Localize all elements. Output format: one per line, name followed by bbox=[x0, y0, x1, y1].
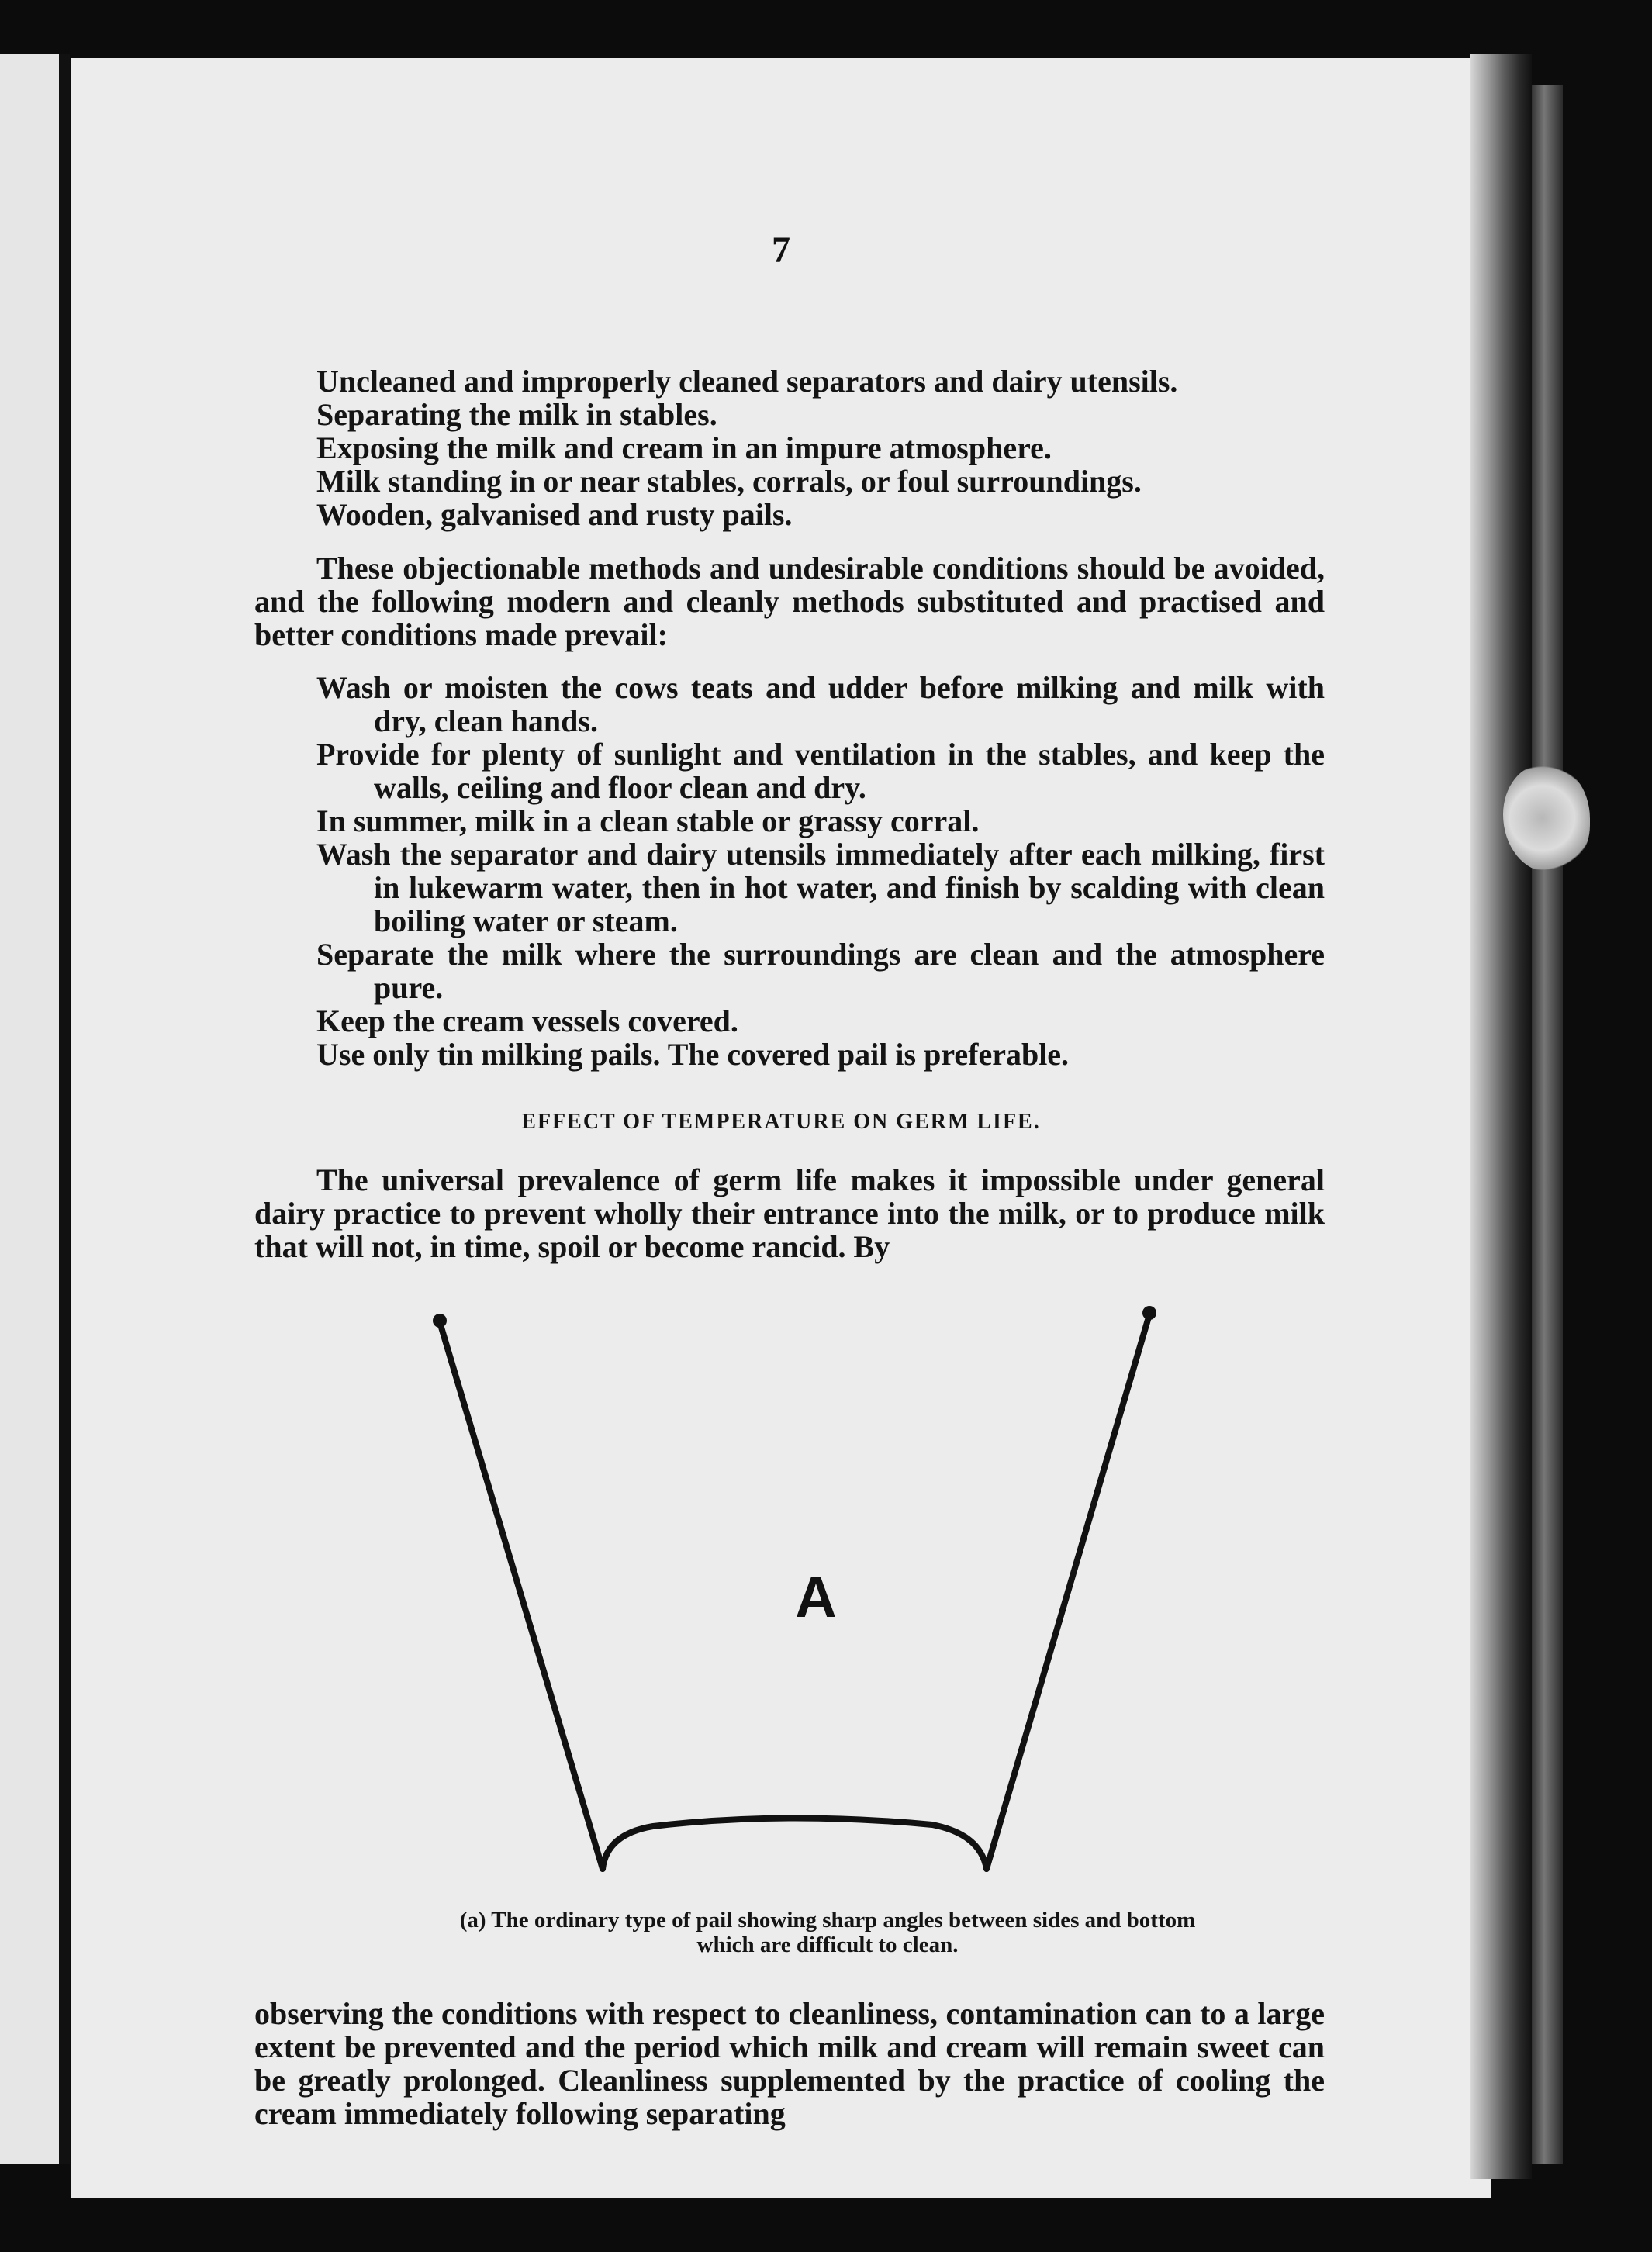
list-line: Wooden, galvanised and rusty pails. bbox=[316, 497, 793, 532]
paragraph-objectionable-methods bbox=[254, 551, 1325, 651]
practice-item: Wash or moisten the cows teats and udder before milking and milk with dry, clean hands. bbox=[316, 670, 1325, 738]
facing-page-edge bbox=[0, 54, 70, 2164]
practice-item: Separate the milk where the surroundings are clean and the atmosphere pure. bbox=[316, 937, 1325, 1005]
bad-conditions-list bbox=[316, 364, 1325, 531]
practice-item: Use only tin milking pails. The covered pail is preferable. bbox=[316, 1037, 1070, 1072]
list-line: Milk standing in or near stables, corrals, or foul surroundings. bbox=[316, 464, 1142, 499]
paragraph-text: The universal prevalence of germ life makes it impossible under general dairy practice to prevent wholly their entrance into the milk, or to produce milk that will not, in time, spoil or become rancid. By bbox=[254, 1162, 1325, 1264]
recommended-practices-list bbox=[316, 671, 1325, 1071]
book-binding-shadow bbox=[1470, 54, 1532, 2179]
paragraph-cleanliness bbox=[254, 1997, 1325, 2130]
list-line: Uncleaned and improperly cleaned separators and dairy utensils. bbox=[316, 364, 1178, 399]
paragraph-text: These objectionable methods and undesirable conditions should be avoided, and the following modern and cleanly methods substituted and practised and better conditions made prevail: bbox=[254, 551, 1325, 652]
pail-right-side bbox=[987, 1314, 1149, 1869]
pail-left-side bbox=[440, 1322, 603, 1869]
pail-diagram bbox=[397, 1299, 1204, 1896]
practice-item: Provide for plenty of sunlight and ventilation in the stables, and keep the walls, ceiling and floor clean and dry. bbox=[316, 737, 1325, 805]
pail-bottom bbox=[603, 1818, 987, 1869]
practice-item: Keep the cream vessels covered. bbox=[316, 1003, 738, 1038]
pail-left-rivet bbox=[433, 1314, 447, 1328]
page-gutter-rule bbox=[59, 54, 70, 2164]
practice-item: Wash the separator and dairy utensils immediately after each milking, first in lukewarm water, then in hot water, and finish by scalding with clean boiling water or steam. bbox=[316, 837, 1325, 938]
book-page bbox=[71, 58, 1491, 2198]
page-number: 7 bbox=[772, 230, 790, 271]
pail-right-rivet bbox=[1142, 1306, 1156, 1320]
paragraph-text: observing the conditions with respect to cleanliness, contamination can to a large extent be prevented and the period which milk and cream will remain sweet can be greatly prolonged. Cleanliness supplemented by the practice of cooling the cream immediately following separating bbox=[254, 1996, 1325, 2131]
list-line: Exposing the milk and cream in an impure atmosphere. bbox=[316, 430, 1052, 465]
caption-line: (a) The ordinary type of pail showing sharp angles between sides and bottom bbox=[459, 1908, 1196, 1933]
paragraph-germ-life bbox=[254, 1163, 1325, 1263]
figure-caption bbox=[351, 1908, 1305, 1957]
practice-item: In summer, milk in a clean stable or grassy corral. bbox=[316, 803, 980, 838]
pail-label: A bbox=[795, 1565, 837, 1629]
section-heading: EFFECT OF TEMPERATURE ON GERM LIFE. bbox=[521, 1110, 1041, 1134]
book-binding-edge bbox=[1532, 85, 1563, 2164]
pail-outline-svg bbox=[397, 1299, 1204, 1896]
list-line: Separating the milk in stables. bbox=[316, 397, 717, 432]
caption-line: which are difficult to clean. bbox=[696, 1933, 959, 1957]
